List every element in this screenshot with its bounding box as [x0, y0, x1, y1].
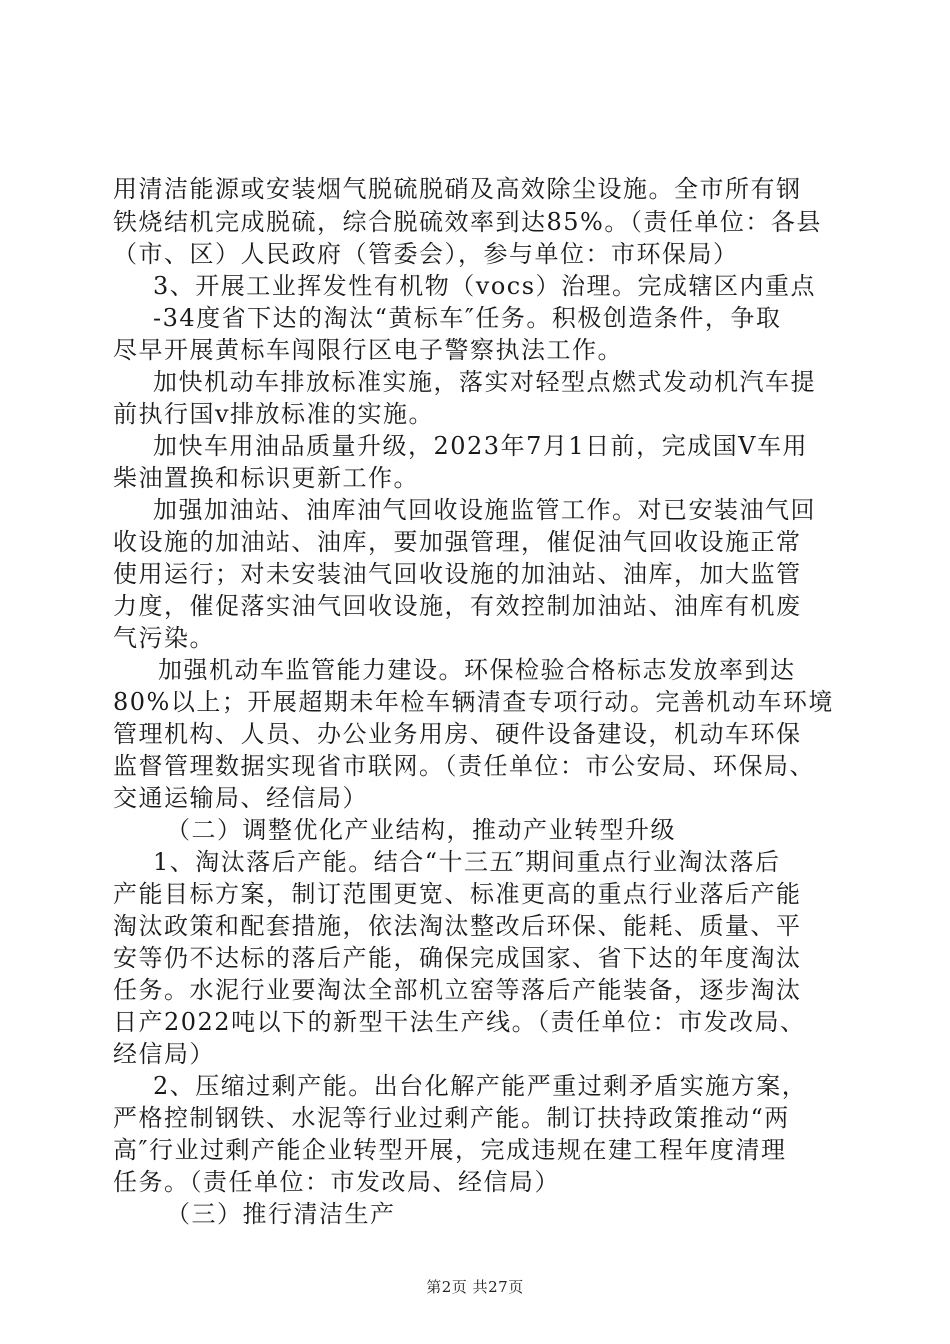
text-line: 淘汰政策和配套措施，依法淘汰整改后环保、能耗、质量、平 [113, 912, 802, 940]
text-line: 严格控制钢铁、水泥等行业过剩产能。制订扶持政策推动“两 [113, 1104, 790, 1132]
text-line: 2、压缩过剩产能。出台化解产能严重过剩矛盾实施方案， [153, 1072, 808, 1100]
text-line: 力度，催促落实油气回收设施，有效控制加油站、油库有机废 [113, 592, 802, 620]
text-line: 3、开展工业挥发性有机物（vocs）治理。完成辖区内重点 [153, 272, 817, 300]
text-line: 任务。水泥行业要淘汰全部机立窑等落后产能装备，逐步淘汰 [113, 976, 802, 1004]
text-line: 尽早开展黄标车闯限行区电子警察执法工作。 [113, 336, 623, 364]
text-line: （市、区）人民政府（管委会），参与单位：市环保局） [113, 240, 739, 268]
text-line: 加快机动车排放标准实施，落实对轻型点燃式发动机汽车提 [153, 368, 816, 396]
section-heading: （三）推行清洁生产 [166, 1200, 396, 1228]
text-line: 柴油置换和标识更新工作。 [113, 464, 419, 492]
text-line: 80%以上；开展超期未年检车辆清查专项行动。完善机动车环境 [113, 688, 834, 716]
text-line: 交通运输局、经信局） [113, 784, 368, 812]
text-line: 日产2022吨以下的新型干法生产线。（责任单位：市发改局、 [113, 1008, 806, 1036]
text-line: 气污染。 [113, 624, 215, 652]
text-line: 监督管理数据实现省市联网。（责任单位：市公安局、环保局、 [113, 752, 815, 780]
text-line: 经信局） [113, 1040, 215, 1068]
text-line: 任务。（责任单位：市发改局、经信局） [113, 1168, 560, 1196]
text-line: 1、淘汰落后产能。结合“十三五″期间重点行业淘汰落后 [153, 848, 781, 876]
text-line: -34度省下达的淘汰“黄标车″任务。积极创造条件，争取 [153, 304, 782, 332]
text-line: 管理机构、人员、办公业务用房、硬件设备建设，机动车环保 [113, 720, 802, 748]
text-line: 收设施的加油站、油库，要加强管理，催促油气回收设施正常 [113, 528, 802, 556]
text-line: 加强机动车监管能力建设。环保检验合格标志发放率到达 [158, 656, 796, 684]
text-line: 使用运行；对未安装油气回收设施的加油站、油库，加大监管 [113, 560, 802, 588]
text-line: 高″行业过剩产能企业转型开展，完成违规在建工程年度清理 [113, 1136, 787, 1164]
text-line: 前执行国v排放标准的实施。 [113, 400, 435, 428]
text-line: 产能目标方案，制订范围更宽、标准更高的重点行业落后产能 [113, 880, 802, 908]
text-line: 铁烧结机完成脱硫，综合脱硫效率到达85%。（责任单位：各县 [113, 208, 822, 236]
text-line: 安等仍不达标的落后产能，确保完成国家、省下达的年度淘汰 [113, 944, 802, 972]
page-number: 第2页 共27页 [426, 1278, 524, 1296]
text-line: 加快车用油品质量升级，2023年7月1日前，完成国Ⅴ车用 [153, 432, 808, 460]
text-line: 用清洁能源或安装烟气脱硫脱硝及高效除尘设施。全市所有钢 [113, 175, 802, 203]
text-line: 加强加油站、油库油气回收设施监管工作。对已安装油气回 [153, 496, 816, 524]
section-heading: （二）调整优化产业结构，推动产业转型升级 [166, 816, 676, 844]
